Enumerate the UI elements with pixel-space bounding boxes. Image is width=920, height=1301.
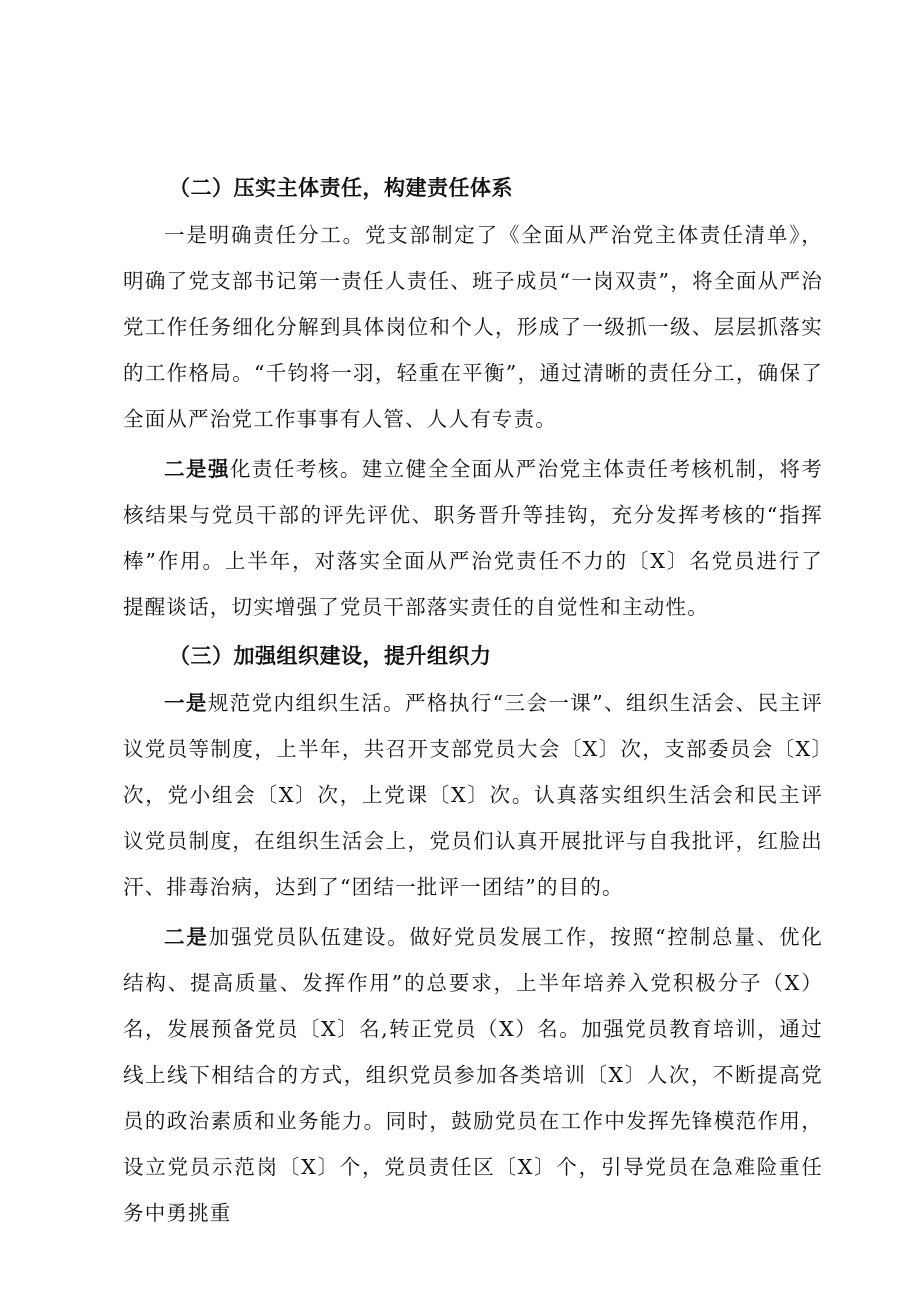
paragraph-clarify-responsibility xyxy=(123,212,823,442)
paragraph-lead: 一是 xyxy=(164,691,208,715)
paragraph-text: 化责任考核。建立健全全面从严治党主体责任考核机制，将考核结果与党员干部的评先评优、职务晋升等挂钩，充分发挥考核的“指挥棒”作用。上半年，对落实全面从严治党责任不力的〔X〕名党员进行了提醒谈话，切实增强了党员干部落实责任的自觉性和主动性。 xyxy=(123,457,823,619)
section-heading-3: （三）加强组织建设，提升组织力 xyxy=(169,644,492,668)
paragraph-assessment xyxy=(123,446,823,630)
paragraph-lead: 二是强 xyxy=(164,457,230,481)
paragraph-lead: 二是 xyxy=(164,925,209,949)
section-heading-2: （二）压实主体责任，构建责任体系 xyxy=(169,176,513,200)
paragraph-text: 加强党员队伍建设。做好党员发展工作，按照“控制总量、优化结构、提高质量、发挥作用”的总要求，上半年培养入党积极分子（X）名，发展预备党员〔X〕名,转正党员（X）名。加强党员教育培训，通过线上线下相结合的方式，组织党员参加各类培训〔X〕人次，不断提高党员的政治素质和业务能力。同时，鼓励党员在工作中发挥先锋模范作用，设立党员示范岗〔X〕个，党员责任区〔X〕个，引导党员在急难险重任务中勇挑重 xyxy=(123,925,823,1225)
paragraph-organizational-life xyxy=(123,680,823,910)
paragraph-text: 一是明确责任分工。党支部制定了《全面从严治党主体责任清单》，明确了党支部书记第一责任人责任、班子成员“一岗双责”，将全面从严治党工作任务细化分解到具体岗位和个人，形成了一级抓一级、层层抓落实的工作格局。“千钧将一羽，轻重在平衡”，通过清晰的责任分工，确保了全面从严治党工作事事有人管、人人有专责。 xyxy=(123,223,823,431)
paragraph-text: 规范党内组织生活。严格执行“三会一课”、组织生活会、民主评议党员等制度，上半年，共召开支部党员大会〔X〕次，支部委员会〔X〕次，党小组会〔X〕次，上党课〔X〕次。认真落实组织生活会和民主评议党员制度，在组织生活会上，党员们认真开展批评与自我批评，红脸出汗、排毒治病，达到了“团结一批评一团结”的目的。 xyxy=(123,691,823,899)
paragraph-member-team xyxy=(123,914,823,1236)
document-body xyxy=(123,168,823,1236)
